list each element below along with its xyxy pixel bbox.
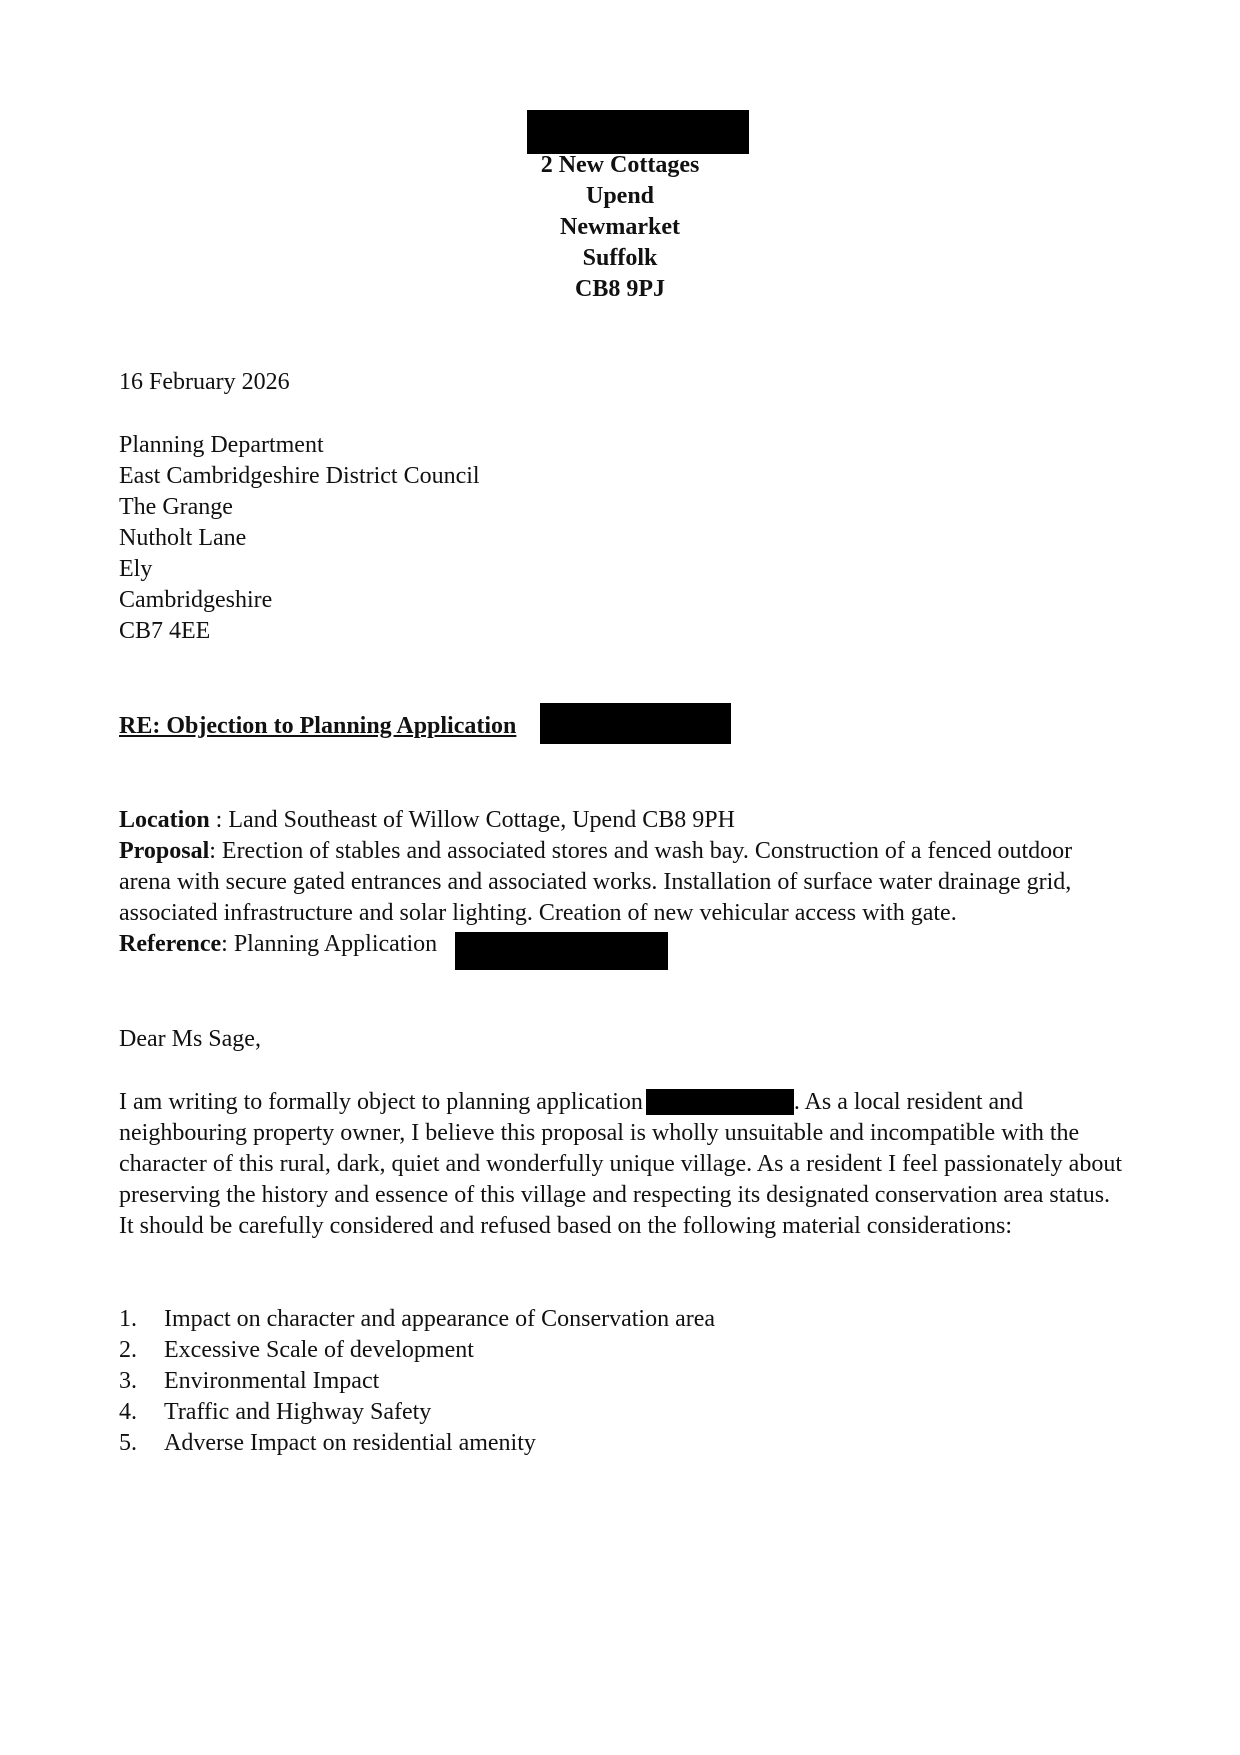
list-item	[119, 1428, 715, 1459]
list-item	[119, 1304, 715, 1335]
reference-text: : Planning Application	[221, 931, 438, 957]
recipient-address-line: Planning Department	[119, 432, 324, 458]
location-label: Location	[119, 807, 210, 833]
considerations-list	[119, 1304, 715, 1459]
sender-address-line: Newmarket	[560, 214, 680, 240]
list-item	[119, 1397, 715, 1428]
recipient-address-line: Nutholt Lane	[119, 525, 247, 551]
list-item-number: 4.	[119, 1399, 137, 1425]
sender-address-line: Suffolk	[582, 245, 658, 271]
sender-address	[420, 150, 820, 305]
redaction-block-sender-name	[527, 110, 749, 154]
location-text: : Land Southeast of Willow Cottage, Upend CB8 9PH	[209, 807, 735, 833]
proposal-text: : Erection of stables and associated stores and wash bay. Construction of a fenced outdoor arena with secure gated entrances and associated works. Installation of surface water drainage grid, associated infrastructure and solar lighting. Creation of new vehicular access with gate.	[119, 838, 1073, 926]
recipient-address-line: East Cambridgeshire District Council	[119, 463, 480, 489]
recipient-address-line: The Grange	[119, 494, 233, 520]
recipient-address	[119, 430, 480, 647]
salutation: Dear Ms Sage,	[119, 1026, 261, 1052]
proposal-line	[119, 836, 1129, 929]
list-item-text: Traffic and Highway Safety	[164, 1399, 432, 1425]
redaction-block-application-number	[540, 703, 731, 744]
list-item-number: 2.	[119, 1337, 137, 1363]
letter-date: 16 February 2026	[119, 369, 290, 395]
list-item-text: Impact on character and appearance of Conservation area	[164, 1306, 716, 1332]
subject-line	[119, 711, 516, 742]
list-item-number: 1.	[119, 1306, 137, 1332]
list-item	[119, 1366, 715, 1397]
redaction-block-reference	[455, 932, 668, 970]
recipient-address-line: Cambridgeshire	[119, 587, 273, 613]
list-item-text: Adverse Impact on residential amenity	[164, 1430, 536, 1456]
body-paragraph	[119, 1087, 1129, 1242]
body-continuation-text: . As a local resident and neighbouring property owner, I believe this proposal is wholly unsuitable and incompatible with the character of this rural, dark, quiet and wonderfully unique village. As a resident I feel passionately about preserving the history and essence of this village and respecting its designated conservation area status. It should be carefully considered and refused based on the following material considerations:	[119, 1089, 1122, 1239]
body-intro-text: I am writing to formally object to planning application	[119, 1089, 643, 1115]
list-item-number: 3.	[119, 1368, 137, 1394]
reference-label: Reference	[119, 931, 222, 957]
list-item-text: Excessive Scale of development	[164, 1337, 474, 1363]
sender-address-line: 2 New Cottages	[540, 152, 700, 178]
subject-text: RE: Objection to Planning Application	[119, 713, 517, 739]
list-item-number: 5.	[119, 1430, 137, 1456]
list-item	[119, 1335, 715, 1366]
recipient-address-line: Ely	[119, 556, 153, 582]
redaction-block-inline-application	[646, 1089, 794, 1115]
proposal-label: Proposal	[119, 838, 210, 864]
location-line	[119, 805, 1129, 836]
list-item-text: Environmental Impact	[164, 1368, 380, 1394]
recipient-address-line: CB7 4EE	[119, 618, 211, 644]
sender-address-line: Upend	[585, 183, 655, 209]
sender-address-line: CB8 9PJ	[575, 276, 665, 302]
